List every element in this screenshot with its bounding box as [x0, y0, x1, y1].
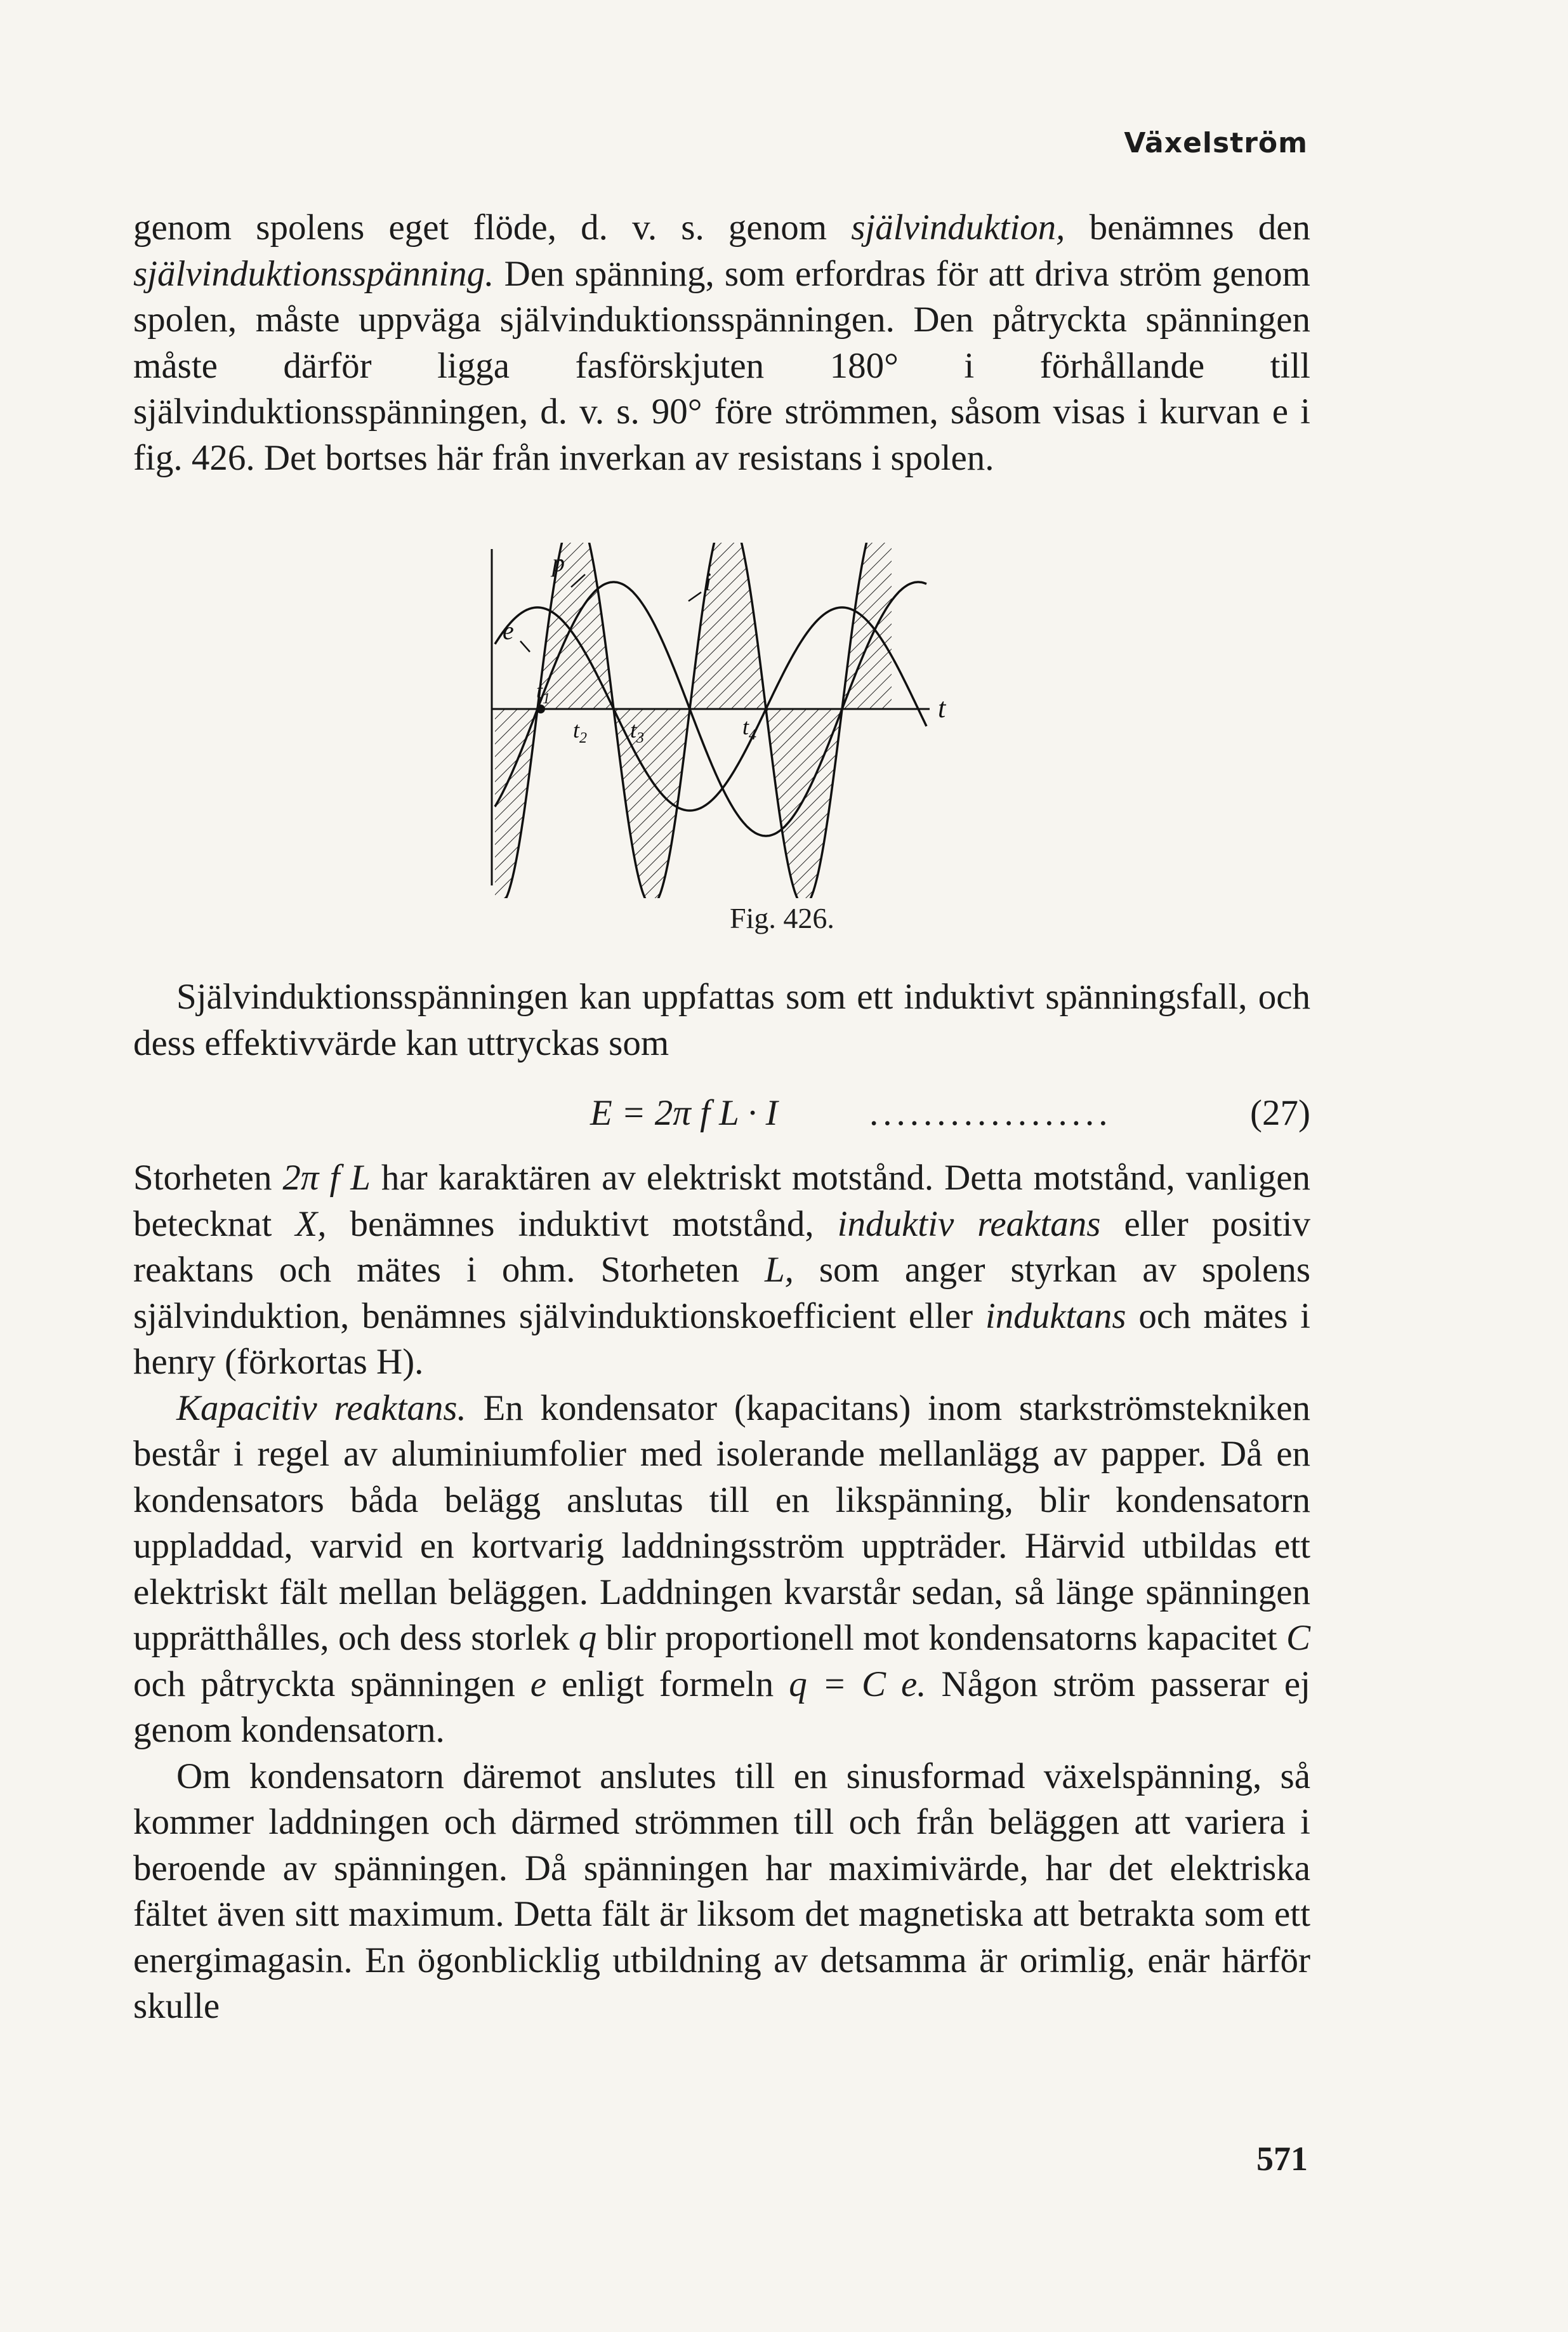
- label-t2: $t_2$: [573, 717, 588, 746]
- figure-caption: Fig. 426.: [730, 902, 834, 934]
- waveform-diagram: [482, 543, 965, 898]
- p1-italic-a: självinduktion,: [851, 208, 1065, 248]
- e-pointer: [520, 641, 530, 652]
- paragraph-3: Storheten 2π f L har karaktären av elektriskt motstånd. Detta motstånd, vanligen betecknat X, benämnes induktivt motstånd, induktiv reaktans eller positiv reaktans och mätes i ohm. Storheten L, som anger styrkan av spolens självinduktion, benämnes självinduktionskoefficient eller induktans och mätes i henry (förkortas H).: [133, 1158, 1311, 1382]
- page-number: 571: [1256, 2140, 1308, 2178]
- paragraph-5: Om kondensatorn däremot anslutes till en sinusformad växelspänning, så kommer laddningen och därmed strömmen till och från beläggen att variera i beroende av spänningen. Då spänningen har maximivärde, har det elektriska fältet även sitt maximum. Detta fält är liksom det magnetiska att betrakta som ett energimagasin. En ögonblicklig utbildning av detsamma är orimlig, enär härför skulle: [133, 1756, 1310, 2026]
- label-e: e: [503, 616, 514, 645]
- label-t: t: [938, 692, 946, 724]
- p1-text-a: genom spolens eget flöde, d. v. s. genom: [133, 208, 852, 248]
- label-t3: $t_3$: [630, 717, 645, 746]
- paragraph-4: Kapacitiv reaktans. En kondensator (kapacitans) inom starkströmstekniken består i regel av aluminiumfolier med isolerande mellanlägg av papper. Då en kondensators båda belägg anslutas till en likspänning, blir kondensatorn uppladdad, varvid en kortvarig laddningsström uppträder. Härvid utbildas ett elektriskt fält mellan beläggen. Laddningen kvarstår sedan, så länge spänningen upprätthålles, och dess storlek q blir proportionell mot kondensatorns kapacitet C och påtryckta spänningen e enligt formeln q = C e. Någon ström passerar ej genom kondensatorn.: [133, 1388, 1311, 1750]
- figure-426: [482, 543, 965, 898]
- paragraph-1: [133, 205, 1310, 481]
- p1-text-c: Den spänning, som erfordras för att driva ström genom spolen, måste uppväga självinduktionsspänningen. Den påtryckta spänningen måste därför ligga fasförskjuten 180° i förhållande till självinduktionsspänningen, d. v. s. 90° före strömmen, såsom visas i kurvan e i fig. 426. Det bortses här från inverkan av resistans i spolen.: [133, 253, 1310, 478]
- p1-italic-b: självinduktionsspänning.: [133, 253, 494, 294]
- i-pointer: [688, 592, 701, 601]
- label-i: i: [704, 567, 712, 596]
- p1-text-b: benämnes den: [1065, 208, 1311, 248]
- label-t4: $t_4$: [742, 714, 757, 743]
- paragraphs-lower: [133, 1155, 1310, 2030]
- label-t1: $t_1$: [536, 678, 551, 707]
- equation-expression: E = 2π f L · I: [590, 1093, 778, 1133]
- equation-leader-dots: ..................: [869, 1093, 1112, 1133]
- label-p: p: [552, 548, 565, 577]
- power-lobe-7: [842, 543, 892, 709]
- equation-number: (27): [1250, 1093, 1310, 1133]
- running-header: Växelström: [1124, 127, 1308, 159]
- paragraph-2: Självinduktionsspänningen kan uppfattas som ett induktivt spänningsfall, och dess effektivvärde kan uttryckas som: [133, 977, 1310, 1063]
- power-lobe-2: [495, 709, 537, 898]
